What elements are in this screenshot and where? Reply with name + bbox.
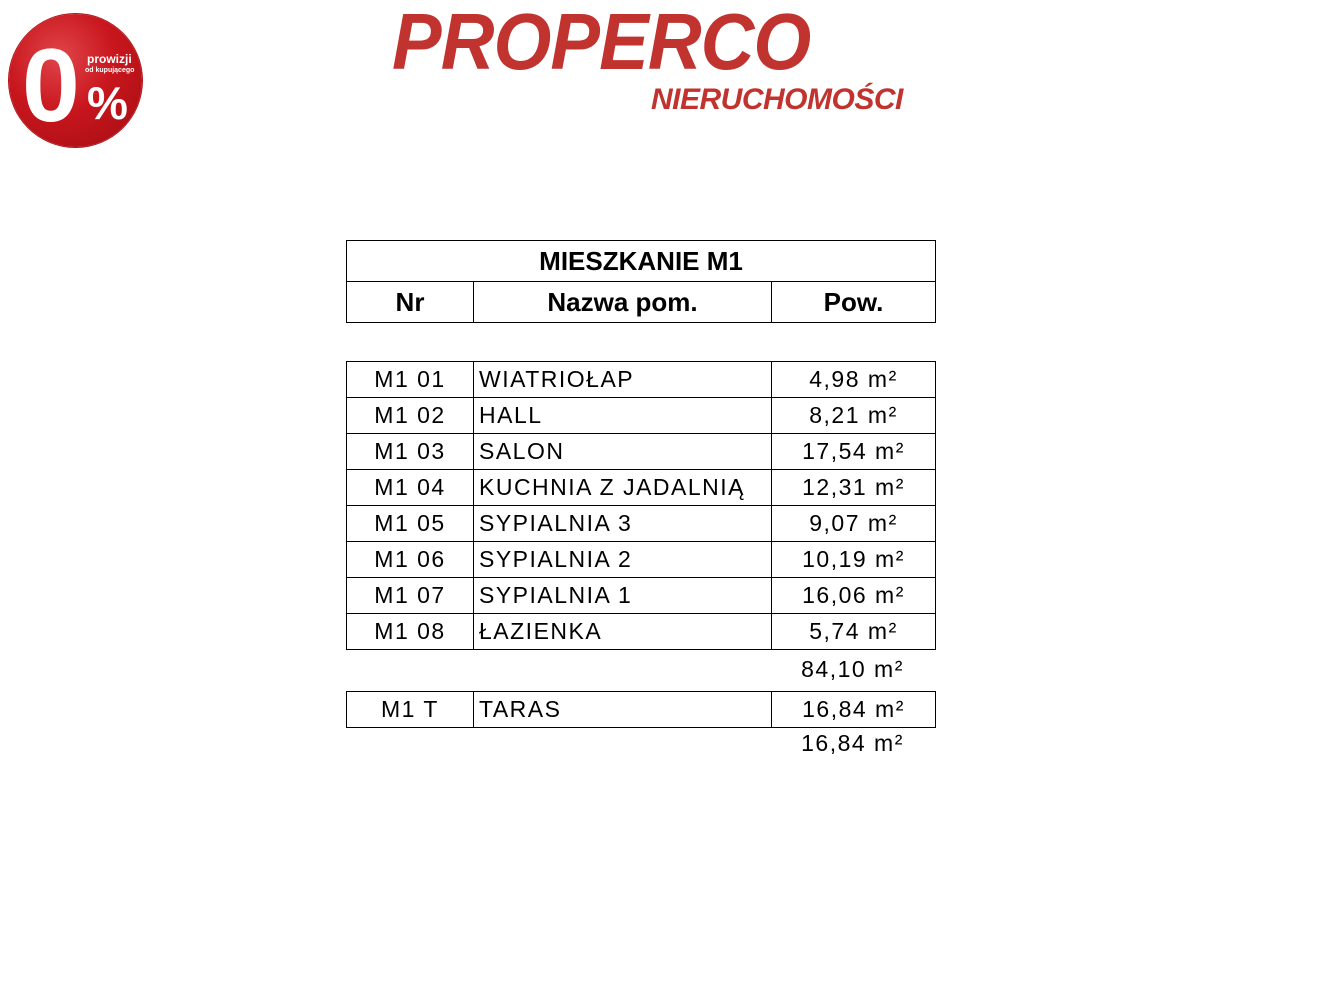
room-name: SYPIALNIA 1 [474, 578, 772, 614]
room-nr: M1 05 [347, 506, 474, 542]
table-row [347, 398, 936, 434]
room-area: 17,54 m² [772, 434, 936, 470]
badge-line1: prowizji [87, 52, 132, 66]
badge-percent: % [87, 77, 128, 129]
header-nr: Nr [347, 282, 474, 323]
header-name: Nazwa pom. [474, 282, 772, 323]
room-area: 5,74 m² [772, 614, 936, 650]
room-name: SYPIALNIA 2 [474, 542, 772, 578]
room-name: KUCHNIA Z JADALNIĄ [474, 470, 772, 506]
room-nr: M1 08 [347, 614, 474, 650]
column-headers [347, 282, 936, 323]
table-row [347, 362, 936, 398]
table-title: MIESZKANIE M1 [347, 241, 936, 282]
table-row [347, 578, 936, 614]
badge-line2: od kupującego [85, 67, 135, 74]
room-name: HALL [474, 398, 772, 434]
terrace-area: 16,84 m² [772, 692, 936, 728]
company-tagline: NIERUCHOMOŚCI [651, 83, 903, 116]
room-area: 4,98 m² [772, 362, 936, 398]
room-name: WIATRIOŁAP [474, 362, 772, 398]
table-row [347, 614, 936, 650]
terrace-total: 16,84 m² [801, 730, 904, 756]
terrace-nr: M1 T [347, 692, 474, 728]
room-area: 10,19 m² [772, 542, 936, 578]
company-logo: PROPERCO [392, 0, 811, 86]
badge-zero: 0 [22, 28, 76, 144]
room-area: 8,21 m² [772, 398, 936, 434]
table-row [347, 692, 936, 728]
room-nr: M1 03 [347, 434, 474, 470]
header-area: Pow. [772, 282, 936, 323]
rooms-table [346, 361, 936, 650]
room-area: 12,31 m² [772, 470, 936, 506]
room-nr: M1 01 [347, 362, 474, 398]
rooms-total: 84,10 m² [801, 656, 904, 682]
table-row [347, 470, 936, 506]
room-nr: M1 07 [347, 578, 474, 614]
room-area: 9,07 m² [772, 506, 936, 542]
room-nr: M1 04 [347, 470, 474, 506]
table-row [347, 506, 936, 542]
room-area: 16,06 m² [772, 578, 936, 614]
room-nr: M1 02 [347, 398, 474, 434]
zero-commission-badge [9, 14, 142, 147]
room-name: ŁAZIENKA [474, 614, 772, 650]
room-nr: M1 06 [347, 542, 474, 578]
room-name: SYPIALNIA 3 [474, 506, 772, 542]
title-row [347, 241, 936, 282]
terrace-table [346, 691, 936, 728]
table-row [347, 434, 936, 470]
room-name: SALON [474, 434, 772, 470]
terrace-name: TARAS [474, 692, 772, 728]
apartment-header-table [346, 240, 936, 323]
table-row [347, 542, 936, 578]
